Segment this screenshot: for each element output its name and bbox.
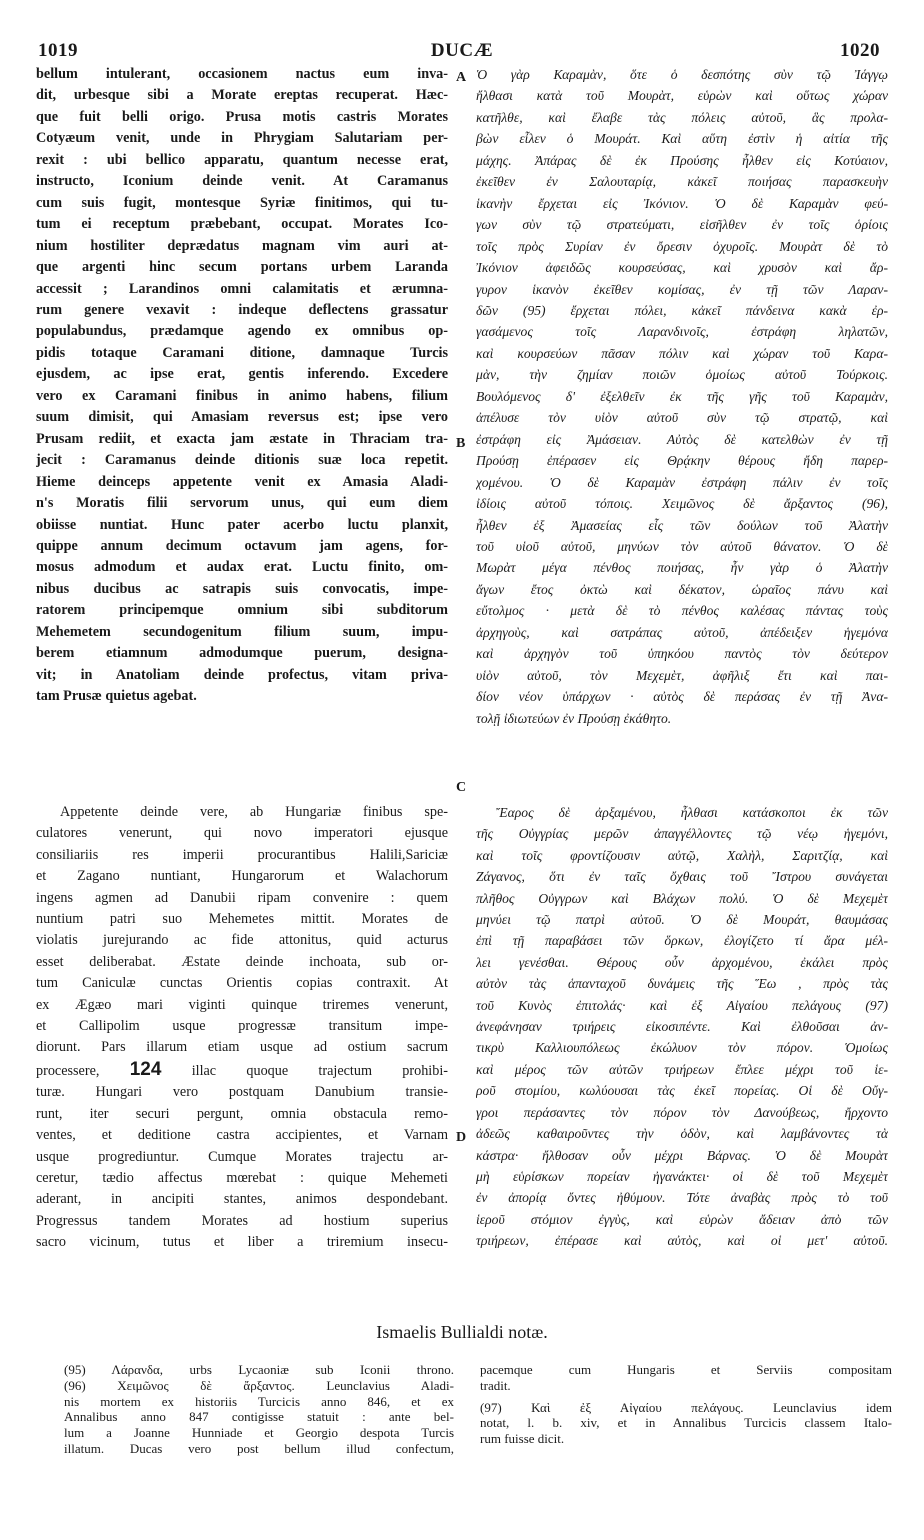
greek-text-line: ἰδίοις αὐτοῦ τόποις. Χειμῶνος δὲ ἄρξαντος (96), (476, 496, 888, 512)
note-line: Annalibus anno 847 contigisse statuit : ante bel- (64, 1409, 454, 1425)
latin-text-line: pidis totaque Caramani ditione, damnaque Turcis (36, 344, 448, 361)
latin-text-line: jecit : Caramanus deinde ditionis suæ loca repetit. (36, 452, 448, 469)
greek-text-line: Ζάγανος, ὅτι ἐν ταῖς ὄχθαις τοῦ Ἴστρου συνάγεται (476, 869, 888, 885)
greek-text-line: τοῖς πρὸς Συρίαν ἐν ὄρεσιν ὀχυροῖς. Μουρὰτ δὲ τὸ (476, 238, 888, 254)
greek-column-paragraph-2 (476, 802, 888, 1252)
greek-text-line: καὶ ἀρχηγὸν τοῦ ὑπηκόου παντὸς τὸν δεύτερον (476, 646, 888, 662)
latin-text-line: bellum intulerant, occasionem nactus eum inva- (36, 66, 448, 82)
greek-text-line: Ἔαρος δὲ ἀρξαμένου, ἦλθασι κατάσκοποι ἐκ τῶν (496, 805, 888, 820)
latin-paragraph-2-lines-before-folio (36, 802, 448, 1059)
margin-marker-a: A (456, 70, 467, 85)
latin-text-line: ingens agmen ad Danubii ripam convenire : quem (36, 889, 448, 906)
latin-text-line: suum dimisit, qui Amasiam reversus est; ipse vero (36, 409, 448, 426)
greek-text-line: Προύσῃ ἐπέρασεν εἰς Θρᾴκην θέρους ἤδη παρερ- (476, 453, 888, 469)
latin-text-line: quippe annum decimum octavum jam agens, for- (36, 537, 448, 554)
latin-text-line: sacro vicinum, tutus et liber a triremium insecu- (36, 1234, 448, 1251)
greek-text-line: καὶ τοῖς φροντίζουσιν αὐτῷ, Χαλὴλ, Σαριτζίᾳ, καὶ (476, 847, 888, 863)
greek-column-paragraph-1 (476, 64, 888, 729)
greek-text-line: τολῇ ἰδιωτεύων ἐν Προύσῃ ἐκάθητο. (476, 710, 672, 726)
greek-text-line: τοῦ Κυνὸς ἐπιτολάς· καὶ ἐξ Αἰγαίου πελάγους (97) (476, 997, 888, 1013)
greek-text-line: πλῆθος Οὐγγρων καὶ Βλάχων πολύ. Ὁ δὲ Μεχεμὲτ (476, 890, 888, 906)
note-line: nis mortem ex historiis Turcicis anno 846, et ex (64, 1393, 454, 1409)
greek-text-line: δῶν (95) ἔρχεται πόλει, κἀκεῖ πάνδεινα κακὰ ἐρ- (476, 302, 888, 318)
latin-text-line: Hieme deinceps appetente venit ex Amasia Aladi- (36, 473, 448, 490)
notes-title: Ismaelis Bullialdi notæ. (376, 1322, 548, 1342)
latin-text-line: diorunt. Pars illarum etiam usque ad ostium sacrum (36, 1039, 448, 1056)
latin-text-line: culatores venerunt, qui novo imperatori ejusque (36, 825, 448, 842)
latin-text-line: ratorem principemque omnium sibi subditorum (36, 602, 448, 619)
latin-text-line: tam Prusæ quietus agebat. (36, 688, 197, 705)
greek-text-line: ἐν ἀπορίᾳ ὄντες ἠθύμουν. Τότε ἀναβὰς πρὸς τὸ τοῦ (476, 1190, 888, 1206)
greek-text-line: ἀρχηγοὺς, καὶ σατράπας αὐτοῦ, ἀπέδειξεν ἡγεμόνα (476, 624, 888, 640)
latin-text-line: vero ex Caramani finibus in animo habens, filium (36, 387, 448, 404)
folio-line-end: illac quoque trajectum prohibi- (191, 1062, 448, 1079)
greek-text-line: ἄγων ἔτος ὀκτὼ καὶ δέκατον, ὡραῖος πάνυ καὶ (476, 581, 888, 597)
latin-text-line: et Callipolim usque progressæ transitum impe- (36, 1018, 448, 1035)
margin-marker-c: C (456, 780, 467, 795)
latin-text-line: rexit : ubi bellico apparatu, quantum necesse erat, (36, 151, 448, 168)
latin-text-line: vit; in Anatoliam deinde profectus, vitam priva- (36, 666, 448, 683)
greek-text-line: Μωρὰτ μέγα πένθος ποιήσας, ἦν γὰρ ὁ Ἀλατὴν (476, 560, 888, 576)
note-97 (480, 1400, 892, 1447)
latin-text-line: nuntium patri suo Mehemetes mittit. Morates de (36, 911, 448, 928)
latin-text-line: turæ. Hungari vero postquam Danubium transie- (36, 1084, 448, 1101)
latin-text-line: tum Caniculæ cunctas Orientis copias contraxit. At (36, 975, 448, 992)
latin-text-line: instructo, Iconium deinde venit. At Caramanus (36, 173, 448, 190)
latin-paragraph-2-lines-after-folio (36, 1082, 448, 1253)
notes-right-column (480, 1362, 892, 1447)
greek-text-line: ἦλθεν ἐξ Ἀμασείας εἷς τῶν δούλων τοῦ Ἀλατὴν (476, 517, 888, 533)
greek-text-line: Βουλόμενος δ' ἐξελθεῖν ἐκ τῆς γῆς τοῦ Καραμὰν, (476, 388, 888, 404)
greek-text-line: Ὁ γὰρ Καραμὰν, ὅτε ὁ δεσπότης σὺν τῷ Ἰάγγῳ (476, 67, 888, 82)
greek-text-line: ἀδεῶς καθαιροῦντες τὴν ὁδὸν, καὶ λαμβάνοντες τὰ (476, 1126, 888, 1142)
greek-text-line: δίον νέον ὑπάρχων · αὐτὸς δὲ περάσας ἐν τῇ Ἀνα- (476, 689, 888, 705)
greek-text-line: χομένου. Ὁ δὲ Καραμὰν ἐστράφη πάλιν ἐν τοῖς (476, 474, 888, 490)
latin-text-line: violatis jurejurando ac fide attonitus, quid acturus (36, 932, 448, 949)
greek-text-line: λει γενέσθαι. Θέρους οὖν ἀρχομένου, ἐκάλει πρὸς (476, 954, 888, 970)
latin-text-line: berem etiamnum admodumque puerum, designa- (36, 645, 448, 662)
latin-text-line: aderant, in ancipiti stantes, animos despondebant. (36, 1191, 448, 1208)
greek-text-line: υἱὸν αὐτοῦ, τὸν Μεχεμὲτ, ἀφῆλιξ ἔτι καὶ παι- (476, 667, 888, 683)
latin-text-line: tum ei receptum præbebant, occupat. Morates Ico- (36, 216, 448, 233)
latin-text-line: obiisse nuntiat. Hunc pater acerbo luctu planxit, (36, 516, 448, 533)
greek-text-line: βὼν εἶλεν ὁ Μουράτ. Καὶ αὕτη ἐστὶν ἡ αἰτία τῆς (476, 131, 888, 147)
greek-text-line: ἤλθασι κατὰ τοῦ Μουρὰτ, εὑρὼν καὶ οὕτως χώραν (476, 88, 888, 104)
greek-text-line: Ἰκόνιον ἀφειδῶς κουρσεύσας, καὶ χρυσὸν καὶ ἄρ- (476, 260, 888, 276)
folio-number: 124 (129, 1058, 162, 1080)
greek-text-line: μηνύει τῷ πατρὶ αὐτοῦ. Ὁ δὲ Μουράτ, θαυμάσας (476, 912, 888, 928)
latin-text-line: que argenti hinc secum portans urbem Laranda (36, 259, 448, 276)
note-line: lum a Joanne Hunniade et Georgio despota Turcis (64, 1425, 454, 1441)
greek-text-line: ἀπέλυσε τὸν υἱὸν αὐτοῦ σὺν τῷ στρατῷ, καὶ (476, 410, 888, 426)
latin-text-line: Cotyæum venit, unde in Phrygiam Salutariam per- (36, 130, 448, 147)
note-line: (96) Χειμῶνος δὲ ἄρξαντος. Leunclavius Aladi- (64, 1377, 454, 1393)
folio-line-start: processere, (36, 1062, 100, 1079)
latin-column-paragraph-2 (36, 802, 448, 1254)
notes-left-column (64, 1362, 454, 1457)
page-number-left: 1019 (38, 40, 78, 61)
greek-text-line: ἱεροῦ στόμιον ἐγγὺς, καὶ εὑρὼν ἄδειαν ἀπὸ τῶν (476, 1211, 888, 1227)
note-line: illatum. Ducas vero post bellum illud confectum, (64, 1440, 454, 1456)
latin-text-line: Prusam rediit, et exacta jam æstate in Thraciam tra- (36, 430, 448, 447)
latin-text-line: esset deliberabat. Æstate deinde inchoata, sub or- (36, 953, 448, 970)
latin-column-paragraph-1 (36, 64, 448, 708)
greek-text-line: ροῦ στομίου, κωλύουσαι τὰς ἐκεῖ πορείας. Οἱ δὲ Οὔγ- (476, 1083, 888, 1099)
greek-text-line: εὔτολμος · μετὰ δὲ τὸ πένθος καλέσας πάντας τοὺς (476, 603, 888, 619)
greek-text-line: αὐτὸν τὰς ἁπανταχοῦ δυνάμεις τῆς Ἕω , πρὸς τὰς (476, 976, 888, 992)
greek-text-line: τοῦ υἱοῦ αὐτοῦ, μηνύων τὸν αὐτοῦ θάνατον. Ὁ δὲ (476, 538, 888, 554)
latin-text-line: nibus ducibus ac satrapis suis convocatis, impe- (36, 580, 448, 597)
latin-text-line: Appetente deinde vere, ab Hungariæ finibus spe- (60, 804, 448, 820)
greek-text-line: ἀνεφάνησαν τριήρεις εἰκοσιπέντε. Καὶ ἐλθοῦσαι ἀν- (476, 1019, 888, 1035)
page-number-right: 1020 (840, 40, 880, 61)
greek-text-line: ἐστράφη εἰς Ἀμάσειαν. Αὐτὸς δὲ κατελθὼν ἐν τῇ (476, 431, 888, 447)
latin-text-line: consiliariis res imperii procurantibus Halili,Sariciæ (36, 846, 448, 863)
greek-text-line: ἱκανὴν ἔρχεται εἰς Ἰκόνιον. Ὁ δὲ Καραμὰν φεύ- (476, 195, 888, 211)
greek-text-line: γων σὺν τῷ στρατεύματι, εἰσῆλθεν ἐν τοῖς ὁρίοις (476, 217, 888, 233)
note-line: (95) Λάρανδα, urbs Lycaoniæ sub Iconii throno. (64, 1362, 454, 1377)
greek-text-line: τριήρεων, ἐπέρασε καὶ αὐτὸς, καὶ οἱ μετ' αὐτοῦ. (476, 1233, 888, 1249)
latin-text-line: que fuit belli origo. Prusa motis castris Morates (36, 108, 448, 125)
greek-text-line: γυρον ἱκανὸν ἐκεῖθεν κομίσας, ἐν τῇ τῶν Λαραν- (476, 281, 888, 297)
latin-text-line: mosus admodum et audax erat. Luctu finito, om- (36, 559, 448, 576)
latin-text-line: n's Moratis filii servorum unus, qui eum diem (36, 495, 448, 512)
latin-text-line: et Zagano nuntiant, Hungarorum et Walachorum (36, 868, 448, 885)
greek-text-line: γασάμενος τοῖς Λαρανδινοῖς, ἐστράφη ληλατῶν, (476, 324, 888, 340)
latin-text-line: dit, urbesque sibi a Morate ereptas recuperat. Hæc- (36, 87, 448, 104)
greek-text-line: τῆς Οὐγγρίας μερῶν ἀπαγγέλλοντες τῷ νέῳ ἡγεμόνι, (476, 826, 888, 842)
margin-marker-b: B (456, 436, 466, 451)
running-title: DUCÆ (430, 40, 494, 61)
margin-marker-d: D (456, 1130, 467, 1145)
note-line: (97) Καὶ ἐξ Αἰγαίου πελάγους. Leunclavius idem (480, 1399, 892, 1415)
note-line: tradit. (480, 1377, 511, 1393)
latin-text-line: ceretur, tædio affectus mœrebat : quique Mehemeti (36, 1169, 448, 1186)
latin-text-line: Mehemetem secundogenitum filium suum, impu- (36, 623, 448, 640)
greek-text-line: γροι περάσαντες τὸν πόρον τὸν Δανούβεως, ἤρχοντο (476, 1104, 888, 1120)
greek-text-line: καὶ κουρσεύων πᾶσαν πόλιν καὶ χώραν τοῦ Καρα- (476, 345, 888, 361)
latin-text-line: runt, iter securi pergunt, omnia obstacula remo- (36, 1105, 448, 1122)
latin-text-line: usque progrediuntur. Cumque Morates trajectu ar- (36, 1148, 448, 1165)
greek-text-line: καὶ μέρος τῶν αὐτῶν τριήρεων ἔπλεε μέχρι τοῦ ἱε- (476, 1061, 888, 1077)
latin-text-line: cum suis fugit, montesque Syriæ finitimos, qui tu- (36, 194, 448, 211)
greek-text-line: μάχης. Ἀπάρας δὲ ἐκ Προύσης ἦλθεν εἰς Κοτύαιον, (476, 152, 888, 168)
greek-text-line: κατῆλθε, καὶ ἔλαβε τὰς πόλεις αὐτοῦ, ἃς προλα- (476, 109, 888, 125)
latin-text-line: ejusdem, ac ipse erat, gentis inferendo. Excedere (36, 366, 448, 383)
latin-text-line: nium hostiliter deprædatus magnam vim auri at- (36, 237, 448, 254)
latin-text-line: accessit ; Larandinos omni calamitatis et ærumna- (36, 280, 448, 297)
greek-text-line: μὴ εὑρίσκων πορείαν ἠγανάκτει· οἱ δὲ τοῦ Μεχεμὲτ (476, 1168, 888, 1184)
note-line: notat, l. b. xiv, et in Annalibus Turcicis classem Italo- (480, 1415, 892, 1431)
greek-text-line: ἐκεῖθεν ἐν Σαλουταρίᾳ, κἀκεῖ ποιήσας παρασκευὴν (476, 174, 888, 190)
greek-text-line: μὰν, τὴν ζημίαν ποιῶν ὁμοίως αὐτοῦ Τούρκοις. (476, 367, 888, 383)
note-line: rum fuisse dicit. (480, 1431, 565, 1447)
latin-text-line: populabundus, prædamque agendo ex omnibus op- (36, 323, 448, 340)
note-continuation (480, 1362, 892, 1394)
latin-text-line: ventes, et deditione castra accipientes, et Varnam (36, 1127, 448, 1144)
latin-text-line: Progressus tandem Morates ad hostium superius (36, 1212, 448, 1229)
note-line: pacemque cum Hungaris et Serviis compositam (480, 1362, 892, 1377)
latin-text-line: rum genere vexavit : indeque deflectens grassatur (36, 301, 448, 318)
greek-text-line: ἐπὶ τῇ παραβάσει τῶν ὅρκων, ἐλογίζετο τί ἄρα μέλ- (476, 933, 888, 949)
greek-text-line: κάστρα· ἤλθοσαν οὖν μέχρι Βάρνας. Ὁ δὲ Μουρὰτ (476, 1147, 888, 1163)
greek-text-line: τικρὺ Καλλιουπόλεως ἐκώλυον τὸν πόρον. Ὁμοίως (476, 1040, 888, 1056)
latin-text-line: ex Ægæo mari viginti quinque triremes venerunt, (36, 996, 448, 1013)
folio-line (36, 1059, 448, 1082)
